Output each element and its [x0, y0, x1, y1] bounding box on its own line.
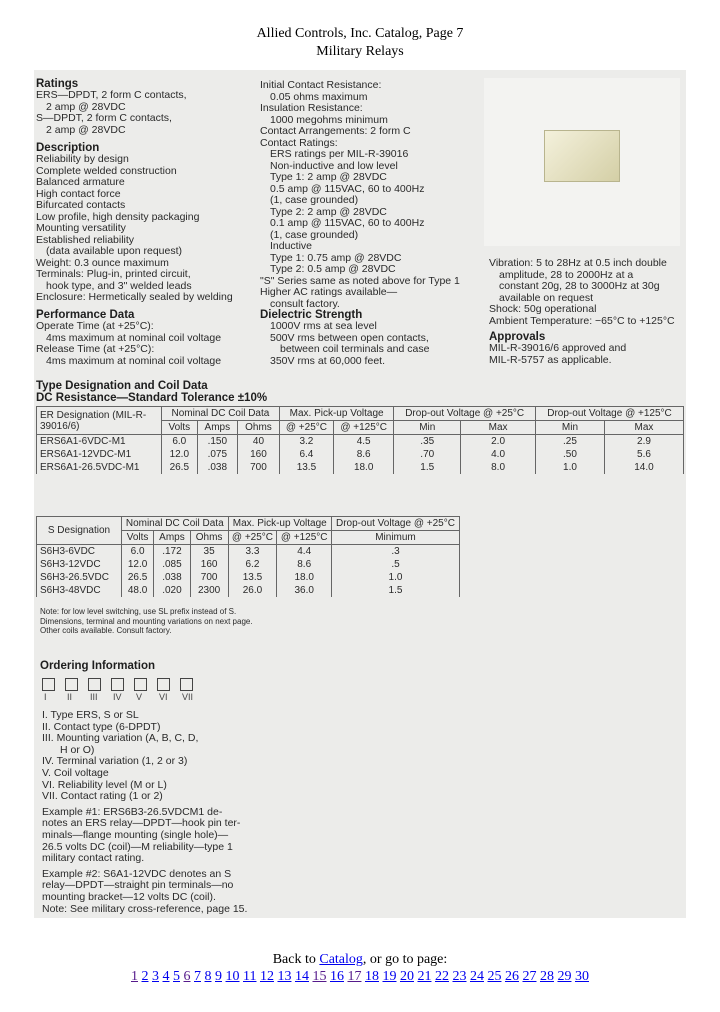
column-subheader: Ohms — [190, 531, 228, 545]
table-cell: ERS6A1-6VDC-M1 — [37, 435, 162, 449]
table-cell: 8.6 — [277, 558, 332, 571]
roman-label: IV — [113, 692, 122, 702]
column-subheader: @ +125°C — [277, 531, 332, 545]
table-cell: 8.6 — [333, 448, 393, 461]
table-cell: .25 — [536, 435, 605, 449]
page-link-10[interactable]: 10 — [225, 969, 240, 984]
right-line: Vibration: 5 to 28Hz at 0.5 inch double — [489, 257, 667, 269]
table-cell: S6H3-6VDC — [37, 545, 122, 559]
table-row — [37, 448, 684, 461]
s-pickup-header: Max. Pick-up Voltage — [228, 517, 331, 531]
page-link-17[interactable]: 17 — [347, 969, 362, 984]
page-link-9[interactable]: 9 — [215, 969, 222, 984]
perf-line: 4ms maximum at nominal coil voltage — [46, 331, 222, 344]
table-cell: 1.5 — [394, 461, 461, 474]
table-cell: 6.4 — [279, 448, 333, 461]
ordering-line: minals—flange mounting (single hole)— — [42, 829, 229, 841]
column-subheader: Amps — [154, 531, 191, 545]
desc-line: Established reliability — [36, 233, 135, 246]
ordering-line: VI. Reliability level (M or L) — [42, 778, 167, 791]
page-title: Allied Controls, Inc. Catalog, Page 7 — [256, 26, 464, 41]
ordering-line: II. Contact type (6-DPDT) — [42, 720, 161, 733]
er-coil-table — [36, 406, 684, 474]
column-subheader: @ +125°C — [333, 421, 393, 435]
page-link-22[interactable]: 22 — [434, 969, 449, 984]
mid-line: Initial Contact Resistance: — [260, 79, 382, 91]
table-cell: .038 — [197, 461, 237, 474]
ordering-line: Example #1: ERS6B3-26.5VDCM1 de- — [42, 805, 223, 818]
page-link-30[interactable]: 30 — [574, 969, 589, 984]
approvals-heading: Approvals — [489, 331, 546, 343]
diel-line: 1000V rms at sea level — [270, 320, 377, 332]
column-subheader: @ +25°C — [228, 531, 277, 545]
page-link-19[interactable]: 19 — [382, 969, 397, 984]
roman-label: II — [67, 692, 73, 702]
table-cell: .020 — [154, 584, 191, 597]
table-cell: 26.5 — [162, 461, 198, 474]
mid-line: 1000 megohms minimum — [270, 113, 388, 126]
page-link-12[interactable]: 12 — [259, 969, 274, 984]
table-cell: 12.0 — [122, 558, 154, 571]
page-link-25[interactable]: 25 — [487, 969, 502, 984]
s-designation-header: S Designation — [37, 517, 122, 545]
page-link-18[interactable]: 18 — [364, 969, 379, 984]
ordering-line: III. Mounting variation (A, B, C, D, — [42, 732, 199, 745]
ratings-line: ERS—DPDT, 2 form C contacts, — [36, 89, 187, 101]
right-line: amplitude, 28 to 2000Hz at a — [499, 268, 634, 281]
page-link-2[interactable]: 2 — [141, 969, 149, 984]
ordering-heading: Ordering Information — [40, 660, 155, 672]
pickup-header: Max. Pick-up Voltage — [279, 407, 394, 421]
roman-label: I — [44, 692, 47, 702]
mid-line: Contact Arrangements: 2 form C — [260, 125, 411, 137]
table-cell: .075 — [197, 448, 237, 461]
performance-heading: Performance Data — [36, 309, 135, 321]
mid-line: Insulation Resistance: — [260, 102, 363, 114]
table-cell: S6H3-48VDC — [37, 584, 122, 597]
ordering-line: V. Coil voltage — [42, 767, 109, 779]
table-cell: .50 — [536, 448, 605, 461]
dropout-125-header: Drop-out Voltage @ +125°C — [536, 407, 684, 421]
mid-line: (1, case grounded) — [270, 194, 359, 206]
relay-image — [544, 130, 620, 182]
mid-line: Inductive — [270, 240, 313, 252]
ratings-line: 2 amp @ 28VDC — [46, 123, 126, 136]
table-cell: 2.0 — [461, 435, 536, 449]
table-cell: 6.0 — [122, 545, 154, 559]
table-cell: .150 — [197, 435, 237, 449]
mid-line: Non-inductive and low level — [270, 159, 398, 172]
notes-line: Other coils available. Consult factory. — [40, 626, 172, 635]
table-cell: 1.0 — [536, 461, 605, 474]
page-link-13[interactable]: 13 — [277, 969, 292, 984]
page-link-7[interactable]: 7 — [194, 969, 201, 984]
back-text: Back to — [272, 952, 316, 967]
diel-line: 350V rms at 60,000 feet. — [270, 354, 385, 367]
column-subheader: Max — [461, 421, 536, 435]
ratings-heading: Ratings — [36, 78, 79, 90]
table-cell: S6H3-12VDC — [37, 558, 122, 571]
column-subheader: Minimum — [331, 531, 459, 545]
table-cell: 700 — [190, 571, 228, 584]
mid-line: ERS ratings per MIL-R-39016 — [270, 148, 409, 160]
table-cell: 160 — [238, 448, 280, 461]
table-cell: 48.0 — [122, 584, 154, 597]
table-cell: ERS6A1-12VDC-M1 — [37, 448, 162, 461]
table-cell: .5 — [331, 558, 459, 571]
table-cell: 3.3 — [228, 545, 277, 559]
ordering-line: notes an ERS relay—DPDT—hook pin ter- — [42, 817, 241, 830]
desc-line: High contact force — [36, 187, 121, 200]
appr-line: MIL-R-5757 as applicable. — [489, 353, 612, 366]
table-cell: 35 — [190, 545, 228, 559]
desc-line: Reliability by design — [36, 153, 129, 165]
table-cell: .3 — [331, 545, 459, 559]
table-cell: 6.0 — [162, 435, 198, 449]
perf-line: 4ms maximum at nominal coil voltage — [46, 354, 222, 367]
column-subheader: Max — [604, 421, 683, 435]
footer-nav — [0, 952, 720, 968]
mid-line: 0.05 ohms maximum — [270, 90, 368, 103]
page-link-23[interactable]: 23 — [452, 969, 467, 984]
table-cell: .172 — [154, 545, 191, 559]
page-link-3[interactable]: 3 — [152, 969, 159, 984]
table-cell: 700 — [238, 461, 280, 474]
column-subheader: Min — [536, 421, 605, 435]
ordering-line: mounting bracket—12 volts DC (coil). — [42, 891, 216, 903]
table-row — [37, 545, 460, 559]
page-subtitle: Military Relays — [316, 44, 404, 59]
desc-line: Bifurcated contacts — [36, 199, 126, 211]
table-cell: 6.2 — [228, 558, 277, 571]
roman-label: III — [90, 692, 98, 702]
table-cell: 26.5 — [122, 571, 154, 584]
ordering-line: 26.5 volts DC (coil)—M reliability—type 1 — [42, 840, 233, 853]
table-cell: ERS6A1-26.5VDC-M1 — [37, 461, 162, 474]
table-cell: 1.0 — [331, 571, 459, 584]
table-cell: S6H3-26.5VDC — [37, 571, 122, 584]
ordering-line: H or O) — [60, 743, 95, 756]
perf-line: Operate Time (at +25°C): — [36, 320, 154, 332]
page-link-28[interactable]: 28 — [539, 969, 554, 984]
desc-line: Terminals: Plug-in, printed circuit, — [36, 268, 191, 280]
mid-line: Type 2: 0.5 amp @ 28VDC — [270, 263, 396, 275]
diel-line: 500V rms between open contacts, — [270, 331, 429, 344]
table-cell: 18.0 — [333, 461, 393, 474]
column-subheader: Volts — [162, 421, 198, 435]
column-subheader: Amps — [197, 421, 237, 435]
table-cell: 1.5 — [331, 584, 459, 597]
s-nominal-coil-header: Nominal DC Coil Data — [122, 517, 229, 531]
right-line: Shock: 50g operational — [489, 303, 597, 315]
right-line: Ambient Temperature: −65°C to +125°C — [489, 314, 675, 327]
ordering-line: IV. Terminal variation (1, 2 or 3) — [42, 755, 188, 768]
table-cell: .70 — [394, 448, 461, 461]
page-link-11[interactable]: 11 — [243, 969, 257, 984]
s-coil-table — [36, 516, 460, 597]
diel-line: between coil terminals and case — [280, 343, 430, 355]
page-link-14[interactable]: 14 — [294, 969, 309, 984]
description-heading: Description — [36, 142, 100, 154]
page-link-6[interactable]: 6 — [183, 969, 191, 984]
roman-label: V — [136, 692, 143, 702]
column-subheader: Min — [394, 421, 461, 435]
table-cell: 13.5 — [228, 571, 277, 584]
desc-line: Complete welded construction — [36, 164, 177, 177]
er-designation-header: ER Designation (MIL-R-39016/6) — [37, 407, 162, 435]
ordering-line: VII. Contact rating (1 or 2) — [42, 790, 163, 803]
page-link-21[interactable]: 21 — [417, 969, 432, 984]
dielectric-heading: Dielectric Strength — [260, 309, 363, 321]
table-cell: 18.0 — [277, 571, 332, 584]
table-cell: 13.5 — [279, 461, 333, 474]
desc-line: Mounting versatility — [36, 222, 126, 234]
mid-line: Type 2: 2 amp @ 28VDC — [270, 205, 387, 218]
ordering-line: military contact rating. — [42, 852, 145, 865]
page-link-26[interactable]: 26 — [504, 969, 519, 984]
table-row — [37, 435, 684, 449]
ordering-line: Note: See military cross-reference, page 15. — [42, 902, 248, 915]
page-link-5[interactable]: 5 — [173, 969, 180, 984]
mid-line: 0.1 amp @ 115VAC, 60 to 400Hz — [270, 217, 425, 229]
table-row — [37, 571, 460, 584]
notes-line: Dimensions, terminal and mounting variations on next page. — [40, 616, 253, 626]
page-link-8[interactable]: 8 — [204, 969, 212, 984]
page-links — [0, 969, 720, 985]
mid-line: Higher AC ratings available— — [260, 286, 398, 298]
page-link-15[interactable]: 15 — [312, 969, 327, 984]
page-link-20[interactable]: 20 — [399, 969, 414, 984]
notes-line: Note: for low level switching, use SL prefix instead of S. — [40, 607, 237, 616]
table-cell: 26.0 — [228, 584, 277, 597]
catalog-link[interactable]: Catalog — [319, 952, 363, 967]
appr-line: MIL-R-39016/6 approved and — [489, 342, 627, 354]
table-cell: 12.0 — [162, 448, 198, 461]
desc-line: Enclosure: Hermetically sealed by welding — [36, 291, 233, 303]
nominal-coil-header: Nominal DC Coil Data — [162, 407, 280, 421]
table-cell: .085 — [154, 558, 191, 571]
ordering-line: relay—DPDT—straight pin terminals—no — [42, 879, 234, 892]
dropout-25-header: Drop-out Voltage @ +25°C — [394, 407, 536, 421]
perf-line: Release Time (at +25°C): — [36, 343, 155, 355]
ordering-line: Example #2: S6A1-12VDC denotes an S — [42, 867, 232, 880]
relay-photo — [484, 78, 680, 246]
table-cell: .35 — [394, 435, 461, 449]
mid-line: Type 1: 0.75 amp @ 28VDC — [270, 251, 402, 264]
table-cell: 5.6 — [604, 448, 683, 461]
right-line: available on request — [499, 291, 593, 304]
page-link-4[interactable]: 4 — [162, 969, 170, 984]
table-row — [37, 558, 460, 571]
table-cell: 36.0 — [277, 584, 332, 597]
table-cell: 2.9 — [604, 435, 683, 449]
mid-line: consult factory. — [270, 297, 340, 310]
s-dropout-header: Drop-out Voltage @ +25°C — [331, 517, 459, 531]
desc-line: Balanced armature — [36, 176, 125, 188]
page-link-1[interactable]: 1 — [131, 969, 138, 984]
page-link-29[interactable]: 29 — [557, 969, 572, 984]
table-cell: 2300 — [190, 584, 228, 597]
table-cell: .038 — [154, 571, 191, 584]
table-cell: 40 — [238, 435, 280, 449]
mid-line: 0.5 amp @ 115VAC, 60 to 400Hz — [270, 182, 425, 195]
roman-label: VI — [159, 692, 168, 702]
table-cell: 4.4 — [277, 545, 332, 559]
page-link-16[interactable]: 16 — [329, 969, 344, 984]
desc-line: Weight: 0.3 ounce maximum — [36, 256, 169, 269]
dc-resistance-heading: DC Resistance—Standard Tolerance ±10% — [36, 392, 268, 404]
table-cell: 160 — [190, 558, 228, 571]
mid-line: (1, case grounded) — [270, 228, 359, 241]
table-row — [37, 461, 684, 474]
page-link-24[interactable]: 24 — [469, 969, 484, 984]
catalog-scan — [34, 70, 686, 918]
ratings-line: 2 amp @ 28VDC — [46, 100, 126, 113]
type-designation-heading: Type Designation and Coil Data — [36, 380, 208, 392]
table-row — [37, 584, 460, 597]
table-cell: 3.2 — [279, 435, 333, 449]
goto-text: , or go to page: — [362, 952, 448, 967]
ratings-line: S—DPDT, 2 form C contacts, — [36, 112, 172, 124]
mid-line: Type 1: 2 amp @ 28VDC — [270, 171, 387, 183]
ordering-line: I. Type ERS, S or SL — [42, 709, 139, 721]
mid-line: "S" Series same as noted above for Type 1 — [260, 274, 460, 287]
desc-line: (data available upon request) — [46, 245, 183, 257]
desc-line: hook type, and 3" welded leads — [46, 279, 192, 292]
desc-line: Low profile, high density packaging — [36, 210, 200, 223]
table-cell: 4.0 — [461, 448, 536, 461]
right-line: constant 20g, 28 to 3000Hz at 30g — [499, 280, 660, 292]
column-subheader: Volts — [122, 531, 154, 545]
roman-label: VII — [182, 692, 194, 702]
page-link-27[interactable]: 27 — [522, 969, 537, 984]
table-cell: 4.5 — [333, 435, 393, 449]
table-cell: 8.0 — [461, 461, 536, 474]
mid-line: Contact Ratings: — [260, 136, 338, 149]
column-subheader: @ +25°C — [279, 421, 333, 435]
column-subheader: Ohms — [238, 421, 280, 435]
table-cell: 14.0 — [604, 461, 683, 474]
